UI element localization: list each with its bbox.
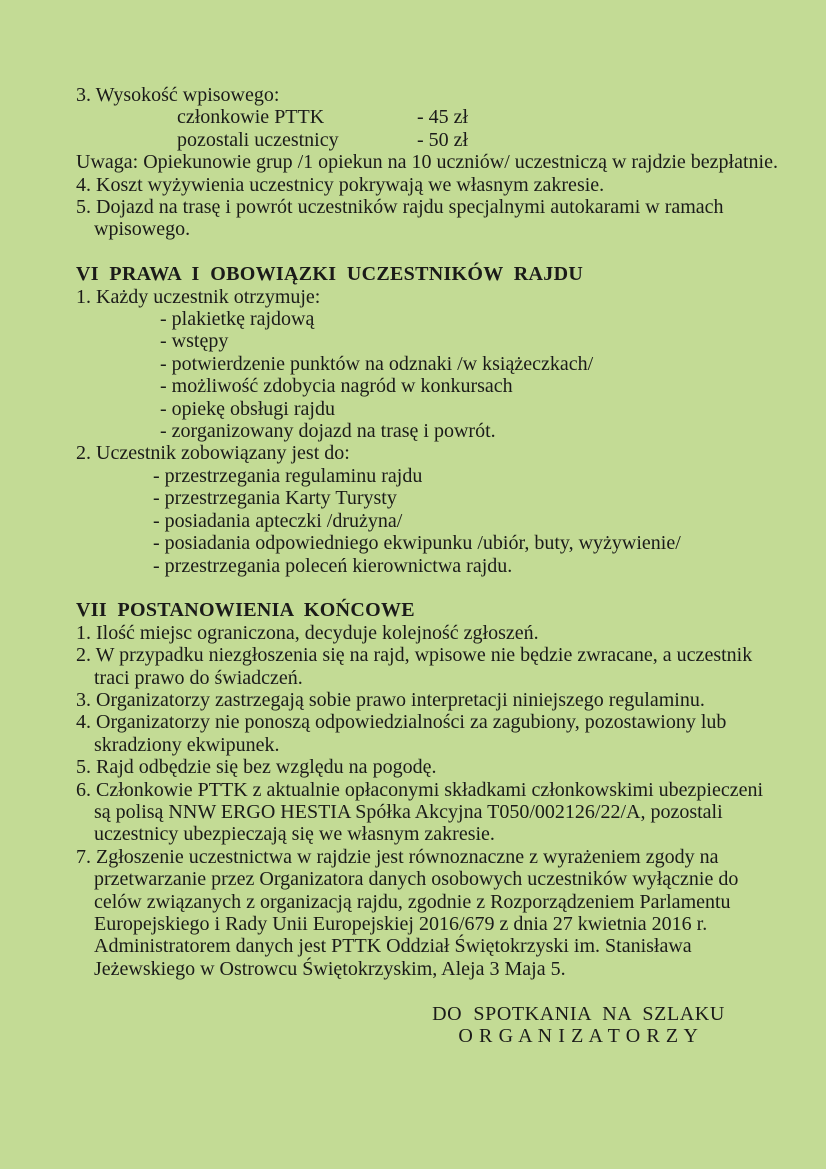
rights-item1-bullet: - plakietkę rajdową xyxy=(160,308,315,331)
final-item-line: 3. Organizatorzy zastrzegają sobie prawo interpretacji niniejszego regulaminu. xyxy=(76,688,705,711)
blank-line xyxy=(76,241,788,263)
final-item-line-cont: Europejskiego i Rady Unii Europejskiej 2016/679 z dnia 27 kwietnia 2016 r. xyxy=(94,913,708,935)
fees-item5-line-cont: wpisowego. xyxy=(94,218,191,241)
rights-item2-bullet: - posiadania odpowiedniego ekwipunku /ubiór, buty, wyżywienie/ xyxy=(153,532,681,555)
rights-item2-bullet: - przestrzegania regulaminu rajdu xyxy=(153,464,423,487)
final-item-line: 5. Rajd odbędzie się bez względu na pogodę. xyxy=(76,756,437,779)
final-item-line-cont: Administratorem danych jest PTTK Oddział Świętokrzyski im. Stanisława xyxy=(94,935,692,958)
fee-price-other-participants: - 50 zł xyxy=(417,128,469,151)
final-item-line-cont: uczestnicy ubezpieczają się we własnym zakresie. xyxy=(94,823,495,846)
rights-item1-bullet: - zorganizowany dojazd na trasę i powrót. xyxy=(160,420,496,443)
rights-item1-bullet: - opiekę obsługi rajdu xyxy=(160,397,335,420)
fee-row xyxy=(76,106,788,128)
final-item-line: 2. W przypadku niezgłoszenia się na rajd, wpisowe nie będzie zwracane, a uczestnik xyxy=(76,644,753,667)
fees-item5-line: 5. Dojazd na trasę i powrót uczestników rajdu specjalnymi autokarami w ramach xyxy=(76,196,724,219)
closing-salutation: DO SPOTKANIA NA SZLAKU xyxy=(432,1002,725,1025)
final-item-line-cont: są polisą NNW ERGO HESTIA Spółka Akcyjna T050/002126/22/A, pozostali xyxy=(94,800,723,823)
closing-block xyxy=(366,1003,791,1048)
rights-item2-bullet: - przestrzegania Karty Turysty xyxy=(153,487,397,510)
fee-label-other-participants: pozostali uczestnicy xyxy=(177,128,339,151)
final-item-line-cont: skradziony ekwipunek. xyxy=(94,733,280,756)
final-item-line-cont: celów związanych z organizacją rajdu, zgodnie z Rozporządzeniem Parlamentu xyxy=(94,890,731,913)
rights-item1-bullet: - potwierdzenie punktów na odznaki /w książeczkach/ xyxy=(160,352,594,375)
rights-item2-intro: 2. Uczestnik zobowiązany jest do: xyxy=(76,442,350,465)
fees-intro-line: 3. Wysokość wpisowego: xyxy=(76,84,280,106)
rights-item2-bullet: - przestrzegania poleceń kierownictwa rajdu. xyxy=(153,554,513,577)
section-vi-heading: VI PRAWA I OBOWIĄZKI UCZESTNIKÓW RAJDU xyxy=(76,263,584,286)
section-vii-heading: VII POSTANOWIENIA KOŃCOWE xyxy=(76,599,415,622)
final-item-line-cont: przetwarzanie przez Organizatora danych osobowych uczestników wyłącznie do xyxy=(94,868,739,891)
fees-item4-line: 4. Koszt wyżywienia uczestnicy pokrywają we własnym zakresie. xyxy=(76,173,605,196)
final-item-line: 6. Członkowie PTTK z aktualnie opłaconymi składkami członkowskimi ubezpieczeni xyxy=(76,778,764,801)
blank-line xyxy=(76,980,788,1002)
note-line: Uwaga: Opiekunowie grup /1 opiekun na 10 uczniów/ uczestniczą w rajdzie bezpłatnie. xyxy=(76,151,778,174)
rights-item1-intro: 1. Każdy uczestnik otrzymuje: xyxy=(76,285,321,308)
blank-line xyxy=(76,577,788,599)
closing-signature: O R G A N I Z A T O R Z Y xyxy=(458,1025,699,1048)
fee-label-pttk-members: członkowie PTTK xyxy=(177,106,325,129)
rights-item2-bullet: - posiadania apteczki /drużyna/ xyxy=(153,509,403,532)
rights-item1-bullet: - wstępy xyxy=(160,330,229,353)
fee-price-pttk-members: - 45 zł xyxy=(417,106,469,129)
final-item-line-cont: traci prawo do świadczeń. xyxy=(94,666,303,689)
fee-row xyxy=(76,129,788,151)
rights-item1-bullet: - możliwość zdobycia nagród w konkursach xyxy=(160,375,513,398)
final-item-line: 1. Ilość miejsc ograniczona, decyduje kolejność zgłoszeń. xyxy=(76,621,539,644)
final-item-line: 4. Organizatorzy nie ponoszą odpowiedzialności za zagubiony, pozostawiony lub xyxy=(76,711,727,734)
content-column xyxy=(76,84,788,1047)
final-item-line-cont: Jeżewskiego w Ostrowcu Świętokrzyskim, Aleja 3 Maja 5. xyxy=(94,957,566,980)
final-item-line: 7. Zgłoszenie uczestnictwa w rajdzie jest równoznaczne z wyrażeniem zgody na xyxy=(76,845,719,868)
